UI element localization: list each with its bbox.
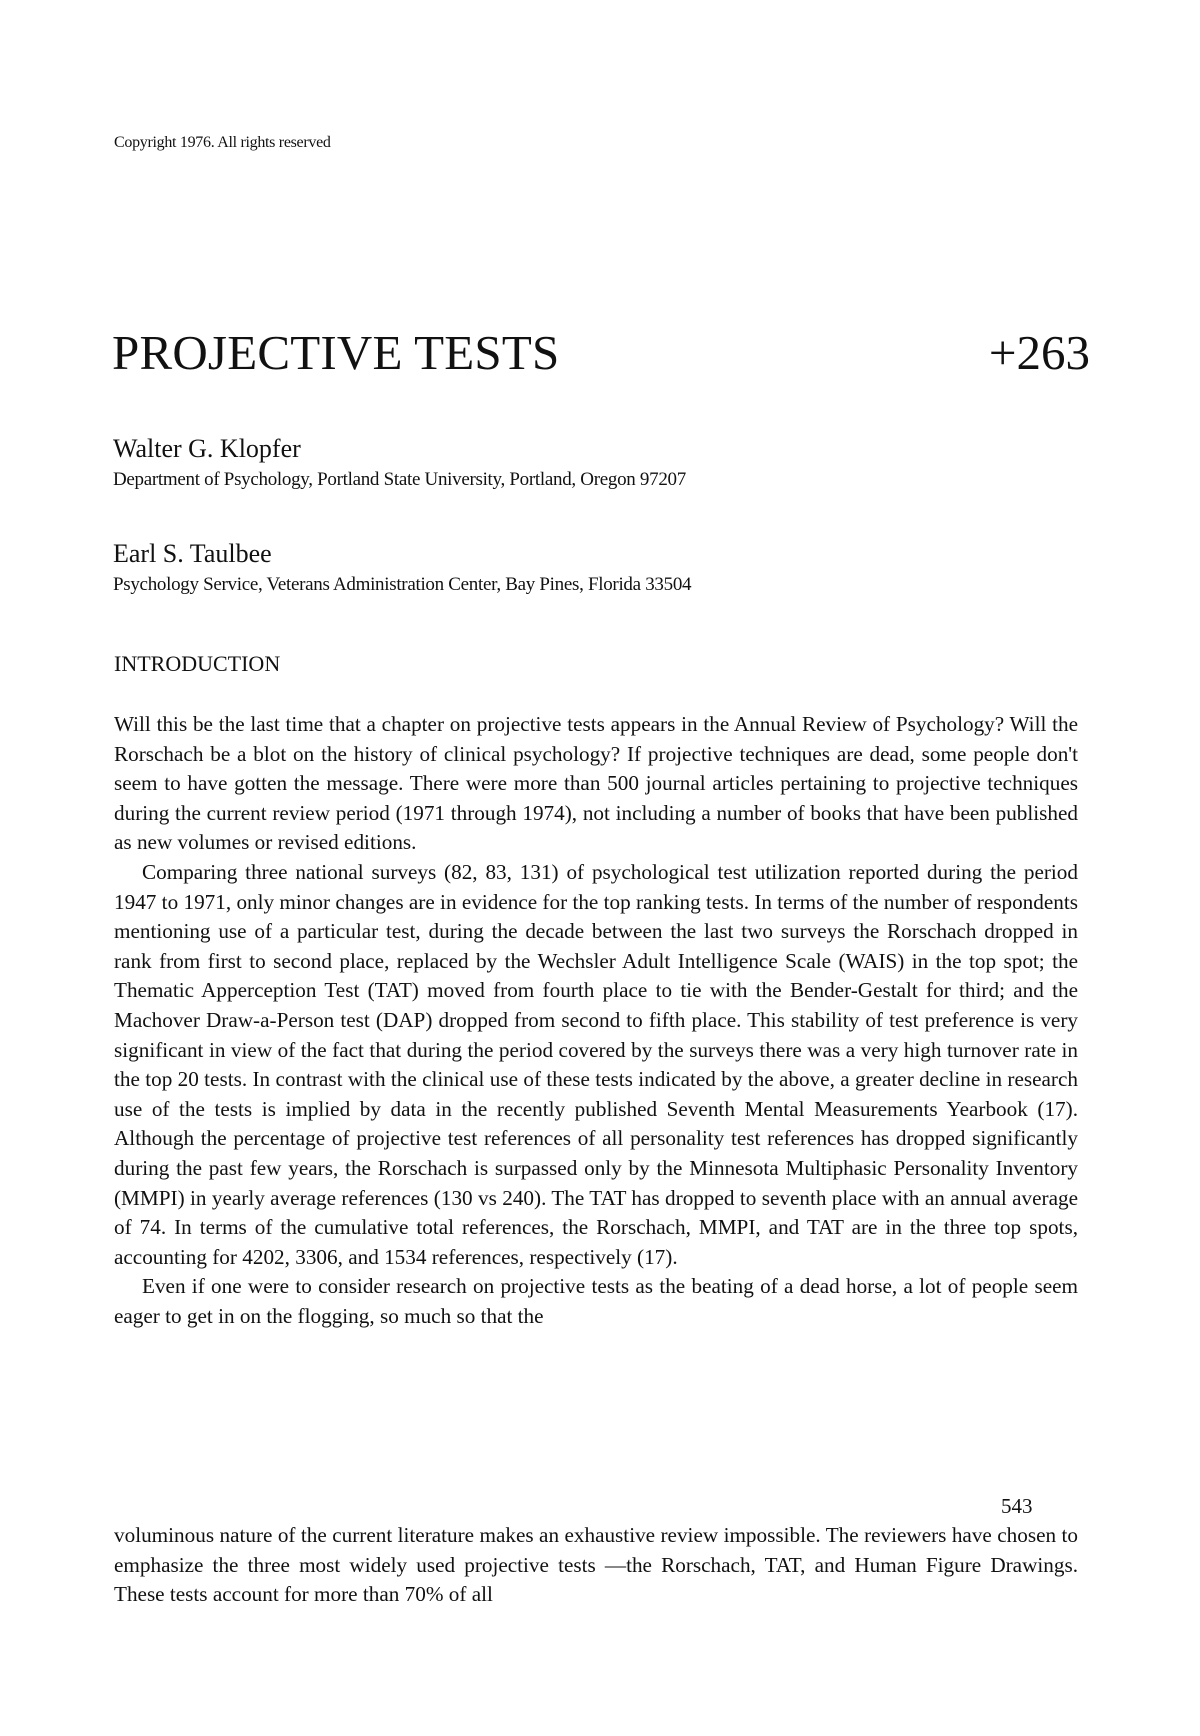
continuation-text [114, 1521, 1078, 1610]
paragraph: Even if one were to consider research on projective tests as the beating of a dead horse, a lot of people seem eager to get in on the flogging, so much so that the [114, 1274, 1078, 1328]
paragraph: voluminous nature of the current literature makes an exhaustive review impossible. The reviewers have chosen to emphasize the three most widely used projective tests —the Rorschach, TAT, and Human Figure Drawings. These tests account for more than 70% of all [114, 1523, 1078, 1607]
page-number: 543 [1001, 1494, 1033, 1518]
chapter-number: +263 [988, 325, 1090, 380]
author-name: Earl S. Taulbee [113, 539, 272, 568]
paragraph: Comparing three national surveys (82, 83, 131) of psychological test utilization reported during the period 1947 to 1971, only minor changes are in evidence for the top ranking tests. In terms of the number of respondents mentioning use of a particular test, during the decade between the last two surveys the Rorschach dropped in rank from first to second place, replaced by the Wechsler Adult Intelligence Scale (WAIS) in the top spot; the Thematic Apperception Test (TAT) moved from fourth place to tie with the Bender-Gestalt for third; and the Machover Draw-a-Person test (DAP) dropped from second to fifth place. This stability of test preference is very significant in view of the fact that during the period covered by the surveys there was a very high turnover rate in the top 20 tests. In contrast with the clinical use of these tests indicated by the above, a greater decline in research use of the tests is implied by data in the recently published Seventh Mental Measurements Yearbook (17). Although the percentage of projective test references of all personality test references has dropped significantly during the past few years, the Rorschach is surpassed only by the Minnesota Multiphasic Personality Inventory (MMPI) in yearly average references (130 vs 240). The TAT has dropped to seventh place with an annual average of 74. In terms of the cumulative total references, the Rorschach, MMPI, and TAT are in the three top spots, accounting for 4202, 3306, and 1534 references, respectively (17). [114, 859, 1078, 1269]
paragraph: Will this be the last time that a chapter on projective tests appears in the Annual Review of Psychology? Will the Rorschach be a blot on the history of clinical psychology? If projective techniques are dead, some people don't seem to have gotten the message. There were more than 500 journal articles pertaining to projective techniques during the current review period (1971 through 1974), not including a number of books that have been published as new volumes or revised editions. [114, 712, 1078, 855]
body-text [114, 710, 1078, 1331]
author-affiliation: Department of Psychology, Portland State University, Portland, Oregon 97207 [113, 469, 686, 490]
author-affiliation: Psychology Service, Veterans Administration Center, Bay Pines, Florida 33504 [113, 574, 692, 595]
author-name: Walter G. Klopfer [113, 434, 301, 463]
chapter-title: PROJECTIVE TESTS [112, 325, 560, 380]
section-heading: INTRODUCTION [114, 651, 281, 676]
copyright-notice: Copyright 1976. All rights reserved [114, 134, 331, 151]
